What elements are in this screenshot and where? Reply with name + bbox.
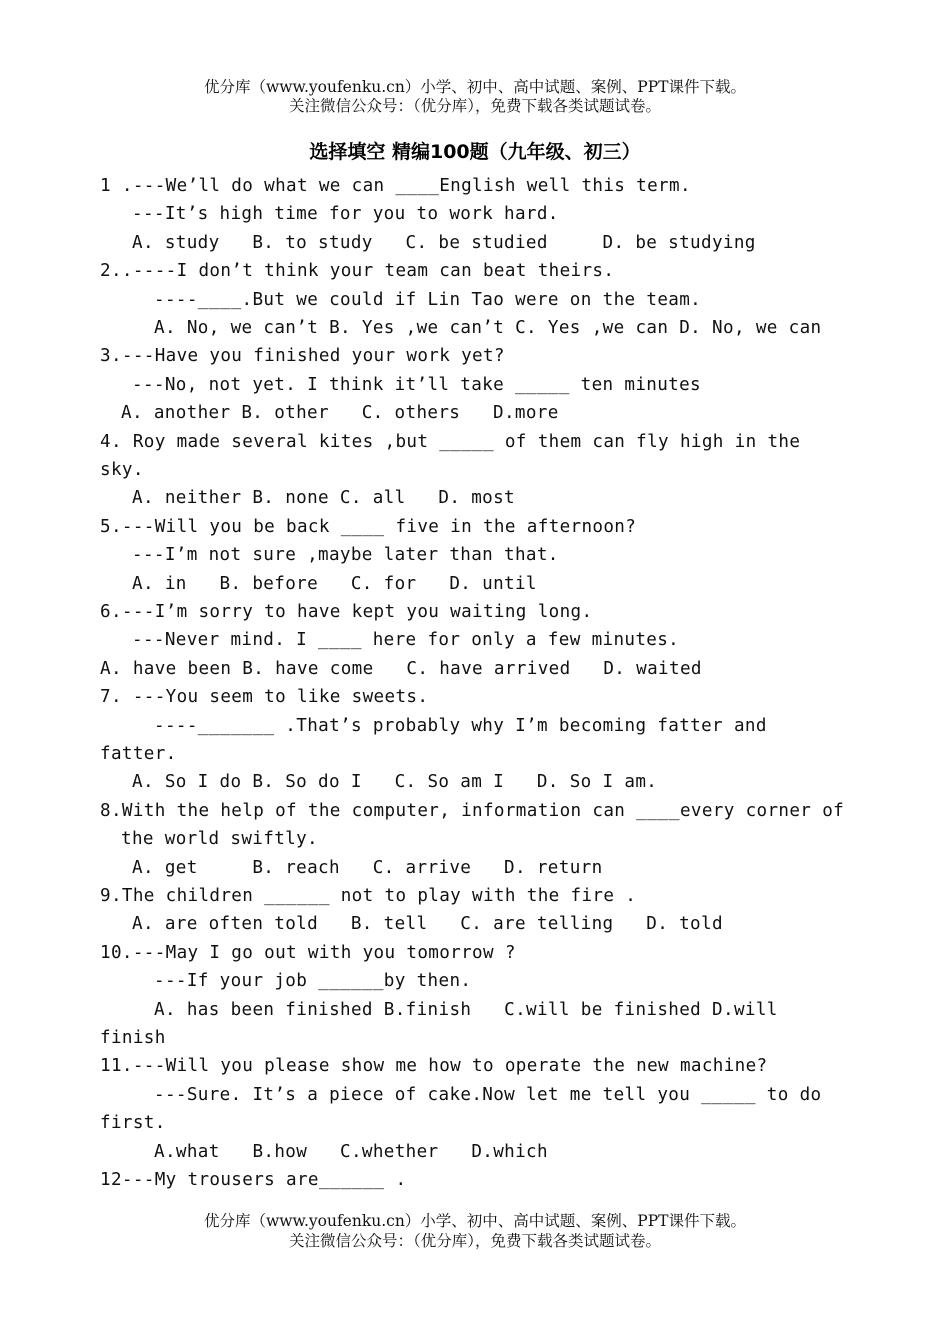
q9-prompt: 9.The children ______ not to play with the fire . — [100, 886, 637, 906]
q3-reply: ---No, not yet. I think it’ll take _____ ten minutes — [132, 375, 702, 395]
q10-prompt: 10.---May I go out with you tomorrow ? — [100, 943, 516, 963]
q7-prompt: 7. ---You seem to like sweets. — [100, 687, 429, 707]
q11-reply: ---Sure. It’s a piece of cake.Now let me tell you _____ to do — [154, 1085, 822, 1105]
q11-prompt: 11.---Will you please show me how to operate the new machine? — [100, 1056, 768, 1076]
page-footer-line-1: 优分库（www.youfenku.cn）小学、初中、高中试题、案例、PPT课件下载。 — [203, 1212, 747, 1230]
q9-options: A. are often told B. tell C. are telling D. told — [132, 914, 723, 934]
q7-reply: ----_______ .That’s probably why I’m becoming fatter and — [154, 716, 767, 736]
q8-options: A. get B. reach C. arrive D. return — [132, 858, 603, 878]
q3-options: A. another B. other C. others D.more — [121, 403, 559, 423]
q6-reply: ---Never mind. I ____ here for only a few minutes. — [132, 630, 680, 650]
q2-options: A. No, we can’t B. Yes ,we can’t C. Yes ,we can D. No, we can — [154, 318, 822, 338]
q8-prompt: 8.With the help of the computer, information can ____every corner of — [100, 801, 845, 821]
q10-reply: ---If your job ______by then. — [154, 971, 472, 991]
q4-prompt: 4. Roy made several kites ,but _____ of them can fly high in the — [100, 432, 801, 452]
q5-reply: ---I’m not sure ,maybe later than that. — [132, 545, 559, 565]
q1-options: A. study B. to study C. be studied D. be studying — [132, 233, 756, 253]
q6-prompt: 6.---I’m sorry to have kept you waiting long. — [100, 602, 593, 622]
q7-reply-cont: fatter. — [100, 744, 177, 764]
q8-prompt-cont: the world swiftly. — [121, 829, 318, 849]
q1-reply: ---It’s high time for you to work hard. — [132, 204, 559, 224]
q4-prompt-cont: sky. — [100, 460, 144, 480]
page-header-line-2: 关注微信公众号：（优分库），免费下载各类试题试卷。 — [288, 97, 661, 115]
q11-reply-cont: first. — [100, 1113, 166, 1133]
q10-options-cont: finish — [100, 1028, 166, 1048]
q2-reply: ----____.But we could if Lin Tao were on the team. — [154, 290, 702, 310]
q4-options: A. neither B. none C. all D. most — [132, 488, 515, 508]
q7-options: A. So I do B. So do I C. So am I D. So I am. — [132, 772, 658, 792]
page-footer-line-2: 关注微信公众号：（优分库），免费下载各类试题试卷。 — [288, 1232, 661, 1250]
q2-prompt: 2..----I don’t think your team can beat theirs. — [100, 261, 615, 281]
q10-options: A. has been finished B.finish C.will be finished D.will — [154, 1000, 778, 1020]
page-header-line-1: 优分库（www.youfenku.cn）小学、初中、高中试题、案例、PPT课件下载。 — [203, 78, 747, 96]
q5-options: A. in B. before C. for D. until — [132, 574, 537, 594]
q6-options: A. have been B. have come C. have arrived D. waited — [100, 659, 702, 679]
q3-prompt: 3.---Have you finished your work yet? — [100, 346, 505, 366]
q12-prompt: 12---My trousers are______ . — [100, 1170, 407, 1190]
q1-prompt: 1 .---We’ll do what we can ____English well this term. — [100, 176, 691, 196]
page-title: 选择填空 精编100题（九年级、初三） — [309, 141, 641, 163]
q5-prompt: 5.---Will you be back ____ five in the afternoon? — [100, 517, 637, 537]
q11-options: A.what B.how C.whether D.which — [154, 1142, 548, 1162]
